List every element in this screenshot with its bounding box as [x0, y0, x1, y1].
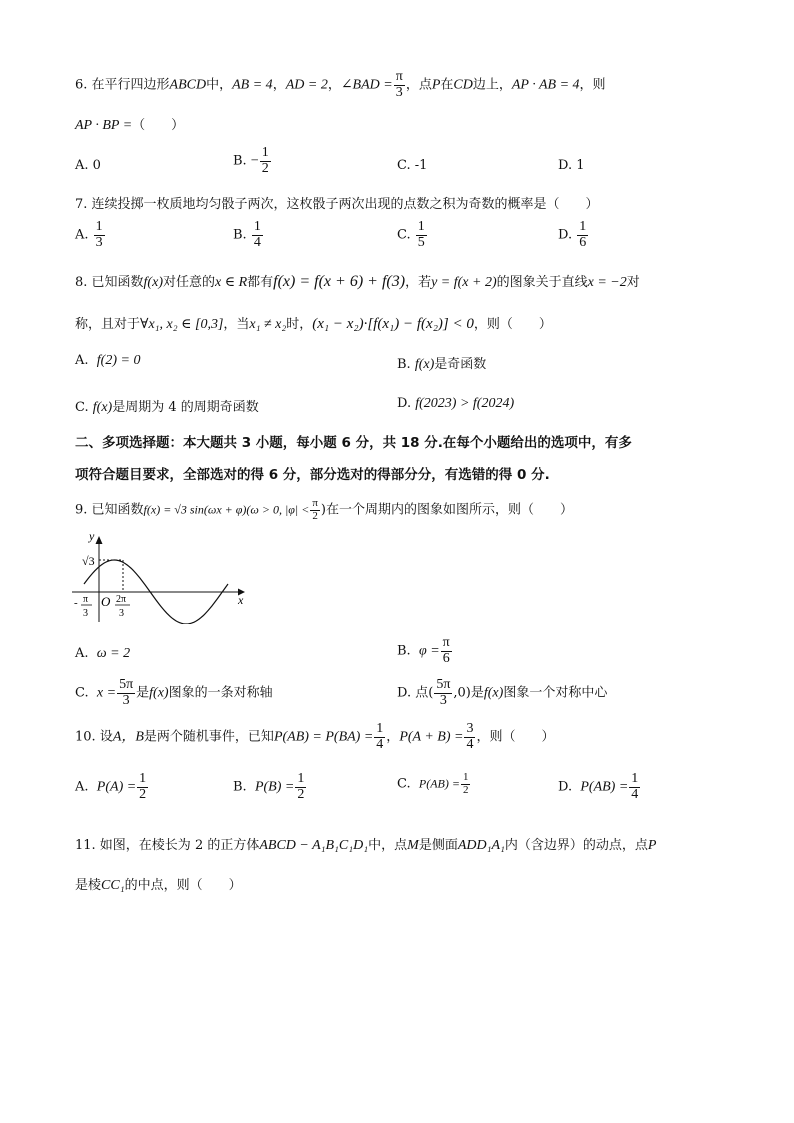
option-frac	[416, 220, 427, 250]
left-sign: -	[74, 597, 78, 609]
q10-text: ，则（ ）	[476, 729, 555, 745]
q8-text: ，若	[405, 275, 432, 290]
q11-cube: ABCD − A₁B₁C₁D₁	[259, 838, 369, 853]
q11-point-m: M	[407, 838, 419, 853]
q11-text: 11. 如图，在棱长为 2 的正方体	[75, 838, 260, 853]
frac-num: 1	[95, 219, 103, 234]
q10-text: 是两个随机事件，已知	[143, 729, 274, 745]
q10-option-d[interactable]	[558, 772, 641, 802]
option-letter: B.	[233, 227, 247, 243]
left-tick-den: 3	[83, 608, 88, 619]
frac-num: π	[442, 635, 450, 650]
q8-line2	[75, 313, 552, 333]
option-text: 是	[136, 685, 150, 701]
q11-line1	[75, 834, 656, 854]
option-frac	[295, 772, 306, 802]
option-text: 是奇函数	[434, 357, 487, 372]
frac-num: 1	[462, 771, 469, 783]
option-text: 0	[92, 158, 101, 173]
q11-text: 的中点，则（ ）	[124, 878, 242, 893]
option-text: f(2) = 0	[96, 353, 141, 368]
q9-option-a[interactable]	[75, 646, 130, 662]
q10-text: ，	[386, 729, 400, 745]
q11-edge: CC₁	[101, 878, 125, 893]
option-letter: A.	[75, 646, 89, 661]
q8-text: 8. 已知函数	[75, 275, 144, 290]
q6-angle-frac	[394, 70, 405, 100]
q8-line1	[75, 271, 640, 291]
q6-text: 中，	[206, 77, 233, 93]
frac-num: 5π	[436, 677, 451, 692]
q8-symmetry-line: x = −2	[587, 275, 627, 290]
peak-label: √3	[82, 554, 95, 568]
q9-text: )在一个周期内的图象如图所示，则（ ）	[320, 502, 573, 518]
q10-frac2	[464, 722, 475, 752]
q11-line2	[75, 874, 242, 894]
frac-num: π	[312, 497, 318, 509]
q11-text: 内（含边界）的动点，点	[504, 838, 648, 853]
option-text: f(2023) > f(2024)	[415, 396, 515, 411]
q8-neq: x₁ ≠ x₂	[249, 317, 287, 332]
option-text: ω = 2	[96, 646, 131, 661]
frac-den: 4	[253, 234, 261, 250]
frac-den: 2	[297, 786, 305, 802]
q8-option-c[interactable]	[75, 396, 259, 416]
option-text: 图象的一条对称轴	[168, 685, 273, 701]
q8-fx: f(x)	[143, 275, 163, 290]
q7-option-d[interactable]	[558, 220, 589, 250]
q6-text: 边上，	[472, 77, 512, 93]
origin-label: O	[101, 594, 111, 609]
option-text: x =	[96, 685, 117, 701]
q6-dot-product: AP · AB = 4	[511, 77, 580, 93]
option-frac	[461, 772, 471, 796]
q8-text: ，则（ ）	[473, 317, 552, 332]
q8-inequality: (x₁ − x₂)·[f(x₁) − f(x₂)] < 0	[312, 316, 474, 332]
option-letter: C.	[397, 158, 411, 173]
q9-text: 9. 已知函数	[75, 502, 144, 518]
q9-sine-graph	[70, 532, 250, 624]
q10-prob1: P(AB) = P(BA) =	[273, 729, 374, 745]
option-letter: B.	[233, 153, 247, 169]
frac-num: π	[395, 69, 403, 84]
section2-line1: 二、多项选择题：本大题共 3 小题，每小题 6 分，共 18 分.在每个小题给出的选项中，有多	[75, 435, 632, 451]
q10-option-c[interactable]	[397, 772, 471, 796]
q8-text: 的图象关于直线	[496, 275, 588, 290]
option-text: 图象一个对称中心	[503, 685, 608, 701]
q10-option-b[interactable]	[233, 772, 307, 802]
q9-option-c[interactable]	[75, 678, 273, 708]
option-letter: A.	[75, 158, 89, 173]
q6-expression: AP · BP =	[75, 118, 133, 133]
q6-ab: AB = 4	[232, 77, 273, 93]
q6-paren: （ ）	[132, 118, 185, 133]
frac-num: 1	[139, 771, 147, 786]
option-frac	[629, 772, 640, 802]
x-label: x	[238, 593, 244, 607]
q8-text: 都有	[247, 275, 274, 290]
option-frac	[441, 636, 452, 666]
q8-forall: ∀x₁, x₂ ∈ [0,3]	[140, 317, 224, 332]
option-letter: B.	[397, 357, 411, 372]
q8-text: 对	[626, 275, 640, 290]
option-fx: f(x)	[149, 685, 169, 701]
frac-den: 3	[122, 692, 130, 708]
option-text: P(AB) =	[418, 776, 460, 791]
q7-option-b[interactable]	[233, 220, 264, 250]
option-text: P(A) =	[96, 779, 137, 795]
option-letter: B.	[233, 779, 247, 795]
frac-den: 2	[139, 786, 147, 802]
frac-den: 4	[376, 736, 384, 752]
option-text: φ =	[418, 643, 440, 659]
frac-num: 3	[466, 721, 474, 736]
frac-num: 1	[253, 219, 261, 234]
frac-den: 3	[439, 692, 447, 708]
option-fx: f(x)	[483, 685, 504, 701]
q6-line2	[75, 114, 184, 134]
option-frac	[434, 678, 452, 708]
q6-p: P	[431, 77, 441, 93]
q8-text: 称，且对于	[75, 317, 141, 332]
q9-option-d[interactable]	[397, 678, 607, 708]
frac-den: 6	[442, 650, 450, 666]
y-axis-arrow	[96, 536, 103, 544]
q9-option-b[interactable]	[397, 636, 453, 666]
option-frac	[94, 220, 105, 250]
option-letter: D.	[397, 685, 412, 701]
q10-prob2: P(A + B) =	[399, 729, 464, 745]
q6-option-a[interactable]	[75, 158, 101, 173]
q6-cd: CD	[453, 77, 473, 93]
option-frac	[137, 772, 148, 802]
option-letter: B.	[397, 643, 411, 659]
q8-option-d[interactable]	[397, 396, 514, 412]
option-frac	[260, 146, 271, 176]
q6-text: ，则	[579, 77, 606, 93]
q10-text: 10. 设	[75, 729, 113, 745]
option-letter: D.	[397, 396, 412, 411]
option-frac	[252, 220, 263, 250]
q6-text: 在	[440, 77, 454, 93]
option-letter: C.	[397, 776, 411, 792]
q8-domain: x ∈ R	[215, 275, 248, 290]
frac-den: 4	[466, 736, 474, 752]
option-text: −	[250, 153, 259, 169]
option-text: 是周期为 4 的周期奇函数	[112, 400, 259, 415]
q6-angle: ∠BAD =	[340, 77, 393, 93]
frac-num: 1	[297, 771, 305, 786]
option-text: 点(	[415, 685, 434, 701]
q7-option-a[interactable]	[75, 220, 106, 250]
q6-option-c[interactable]	[397, 158, 427, 173]
frac-num: 1	[631, 771, 639, 786]
frac-den: 2	[312, 509, 318, 522]
frac-den: 3	[95, 234, 103, 250]
q8-option-b[interactable]	[397, 353, 486, 373]
option-text: P(B) =	[254, 779, 295, 795]
q8-shifted-function: y = f(x + 2)	[431, 275, 497, 290]
right-tick-den: 3	[119, 608, 124, 619]
q8-equation: f(x) = f(x + 6) + f(3)	[273, 273, 406, 290]
q9-function: f(x) = √3 sin(ωx + φ)(ω > 0, |φ| <	[143, 502, 310, 517]
q10-option-a[interactable]	[75, 772, 149, 802]
q11-text: 是侧面	[418, 838, 458, 853]
option-letter: A.	[75, 353, 89, 368]
option-letter: C.	[75, 400, 89, 415]
option-text: P(AB) =	[580, 779, 629, 795]
option-letter: A.	[75, 227, 89, 243]
y-label: y	[89, 532, 95, 543]
frac-den: 6	[579, 234, 587, 250]
q11-face: ADD₁A₁	[457, 838, 505, 853]
option-text: 1	[576, 158, 585, 173]
option-frac	[577, 220, 588, 250]
q10-stem	[75, 722, 554, 752]
left-tick-num: π	[83, 594, 89, 605]
q6-option-d[interactable]	[558, 158, 585, 173]
q7-stem: 7. 连续投掷一枚质地均匀骰子两次，这枚骰子两次出现的点数之积为奇数的概率是（ ）	[75, 197, 599, 212]
option-letter: A.	[75, 779, 89, 795]
frac-num: 1	[261, 145, 269, 160]
option-text: ,0)是	[453, 685, 484, 701]
q6-text: 6. 在平行四边形	[75, 77, 170, 93]
option-letter: C.	[75, 685, 89, 701]
q6-ad: AD = 2	[285, 77, 328, 93]
option-letter: D.	[558, 779, 573, 795]
q11-point-p: P	[647, 838, 657, 853]
frac-num: 1	[376, 721, 384, 736]
q8-text: 时，	[286, 317, 313, 332]
option-frac	[117, 678, 135, 708]
q10-frac1	[374, 722, 385, 752]
frac-num: 1	[417, 219, 425, 234]
q11-text: 是棱	[75, 878, 102, 893]
section2-line2: 项符合题目要求，全部选对的得 6 分，部分选对的得部分分，有选错的得 0 分.	[75, 467, 550, 483]
q7-option-c[interactable]	[397, 220, 428, 250]
option-letter: D.	[558, 227, 573, 243]
q6-line1: 6. 在平行四边形ABCD中，AB = 4，AD = 2，∠BAD = $\frac{\pi}{3}$ ，点P在CD边上，AP · AB = 4，则	[75, 69, 606, 100]
frac-den: 3	[395, 84, 403, 100]
option-letter: D.	[558, 158, 573, 173]
q6-text: ，点	[405, 77, 432, 93]
q6-parallelogram: ABCD	[169, 77, 207, 93]
frac-num: 5π	[119, 677, 134, 692]
frac-num: 1	[579, 219, 587, 234]
q9-stem	[75, 498, 573, 522]
option-text: f(x)	[92, 400, 113, 415]
q8-text: 对任意的	[162, 275, 215, 290]
right-tick-num: 2π	[116, 594, 127, 605]
option-letter: C.	[397, 227, 411, 243]
q9-frac	[310, 498, 320, 522]
q8-text: ，当	[223, 317, 250, 332]
frac-den: 4	[631, 786, 639, 802]
q11-text: 中，点	[368, 838, 408, 853]
q8-option-a[interactable]	[75, 353, 140, 369]
option-text: -1	[414, 158, 428, 173]
frac-den: 2	[261, 160, 269, 176]
option-text: f(x)	[414, 357, 435, 372]
frac-den: 5	[417, 234, 425, 250]
frac-den: 2	[462, 783, 469, 796]
q10-events: A，B	[112, 729, 144, 745]
q6-option-b[interactable]	[233, 146, 272, 176]
